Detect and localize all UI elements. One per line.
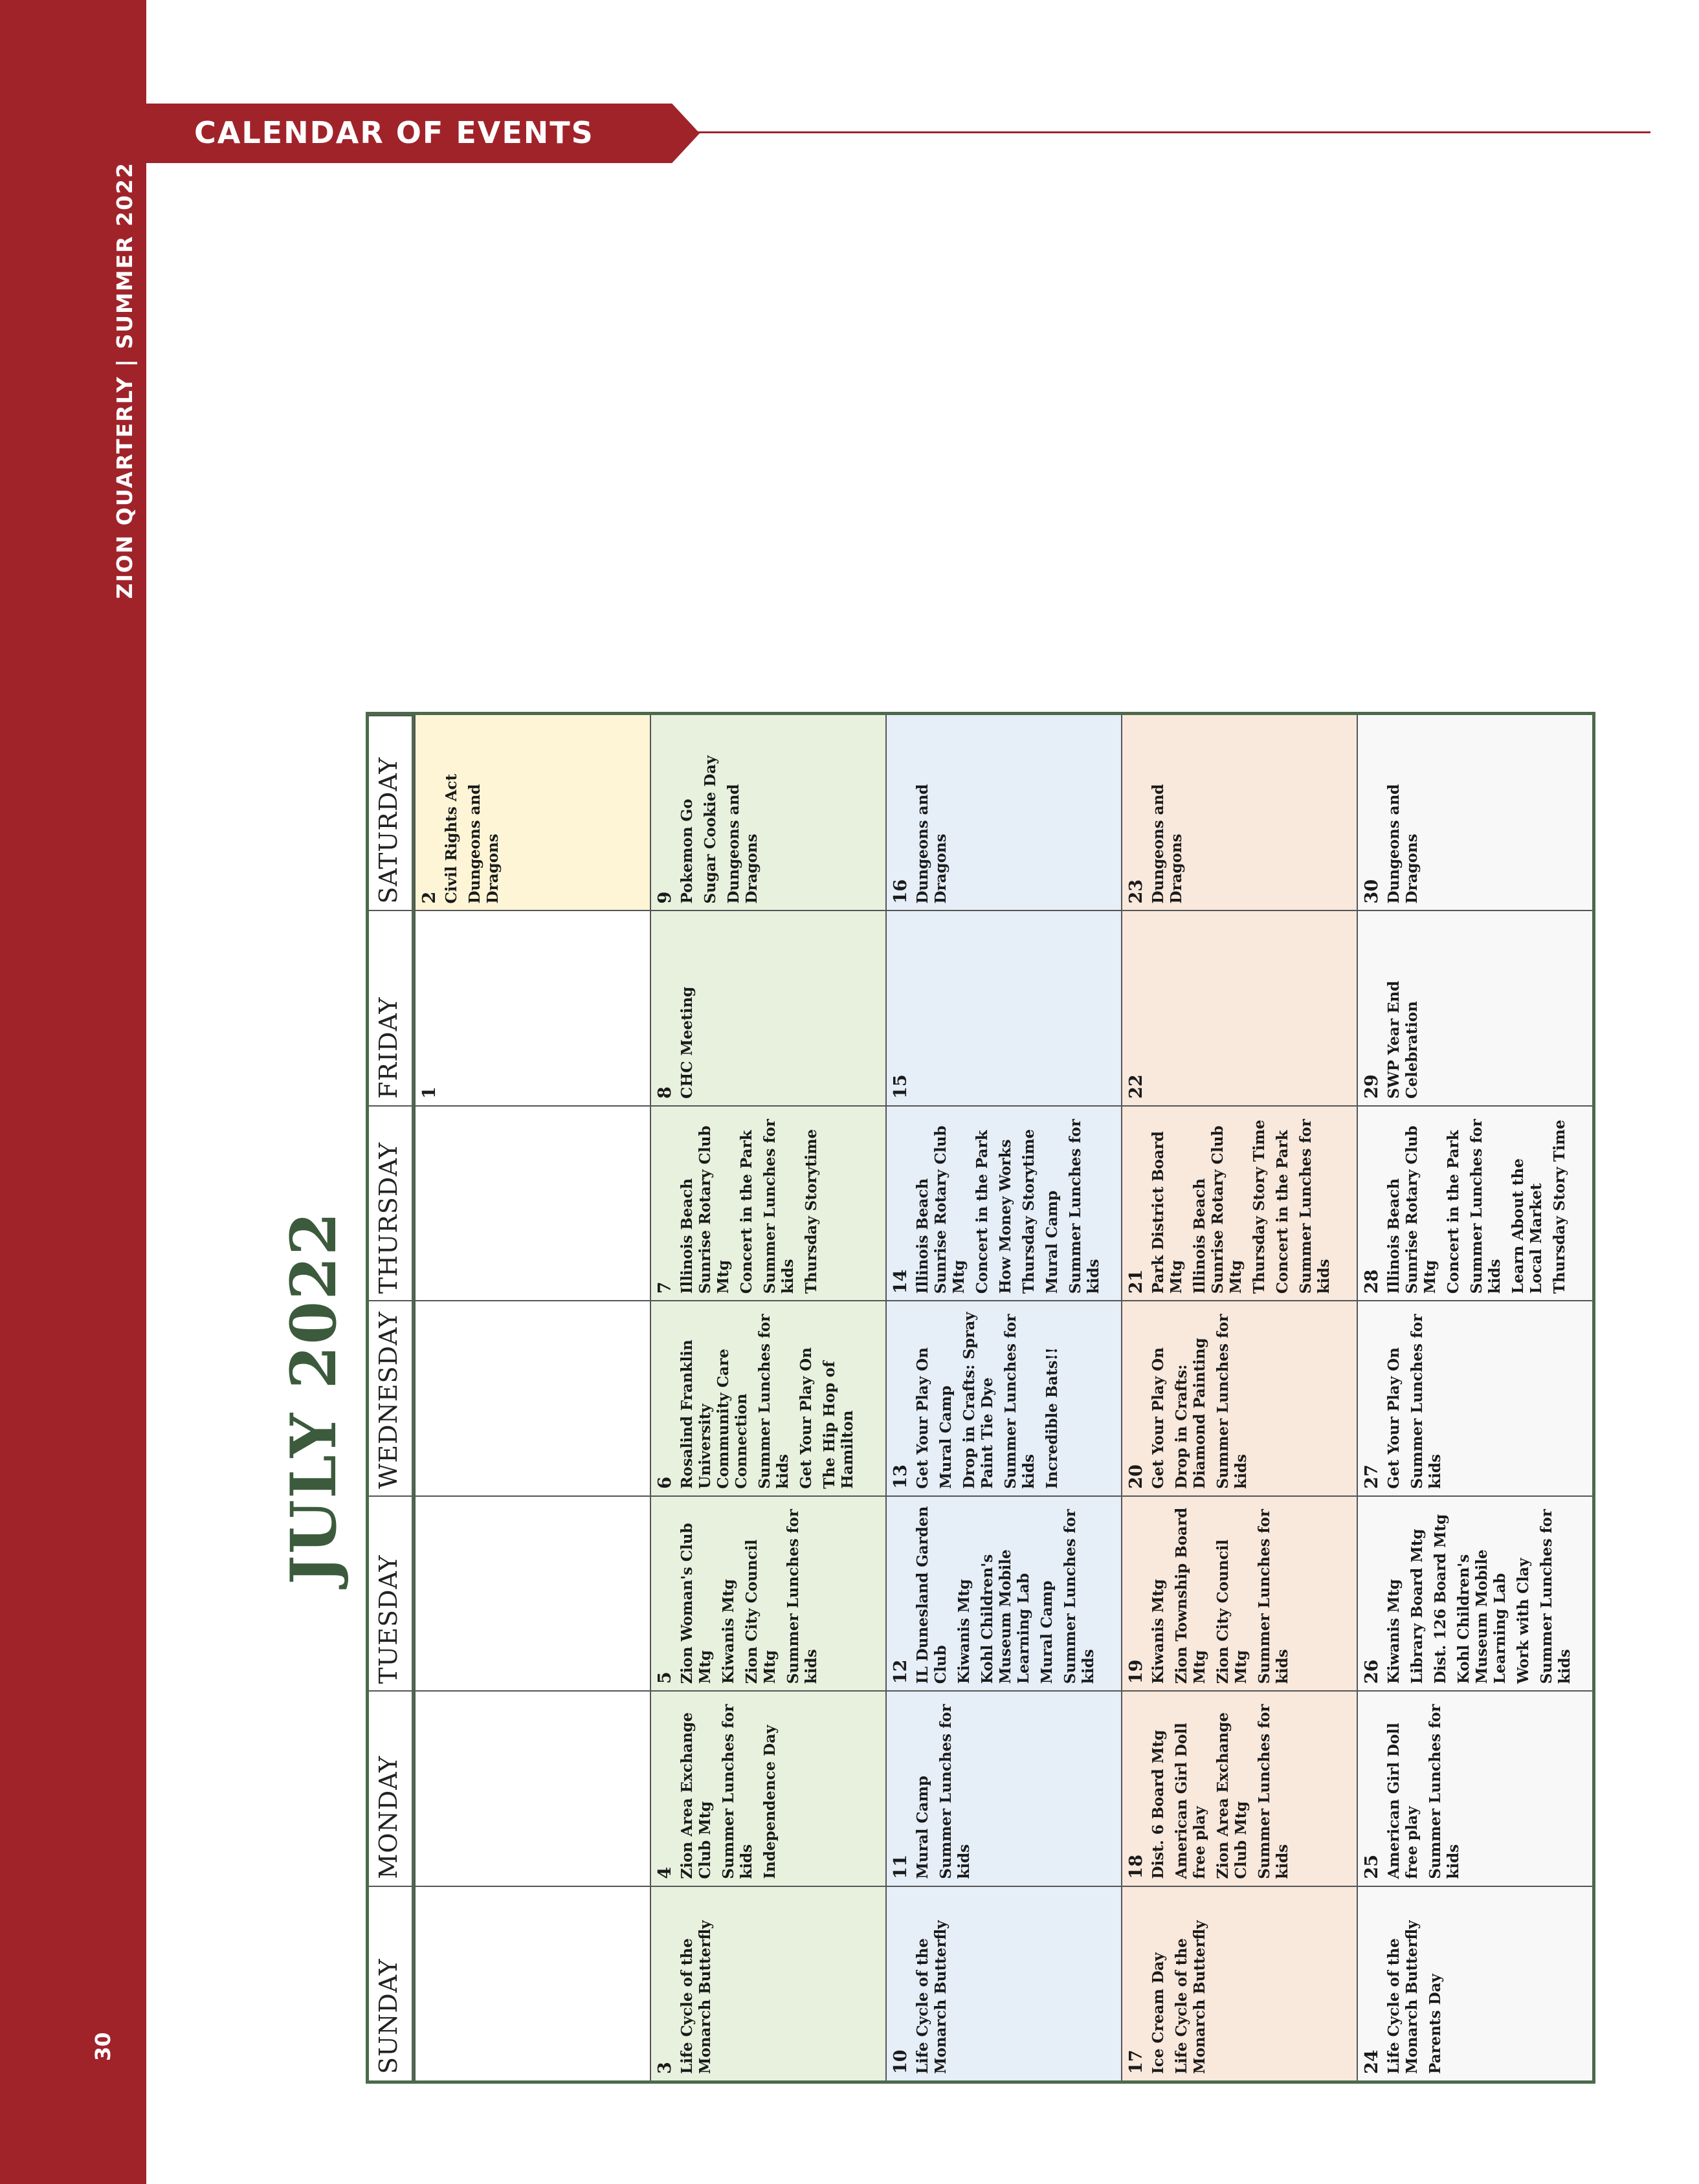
event-item: Zion Township Board Mtg <box>1173 1507 1208 1684</box>
calendar-day-cell <box>1121 1690 1357 1885</box>
day-number: 30 <box>1362 879 1382 904</box>
event-item: Incredible Bats!! <box>1043 1347 1061 1489</box>
day-header-wednesday: WEDNESDAY <box>369 1300 414 1495</box>
calendar-day-cell <box>650 1690 885 1885</box>
event-item: Zion City Council Mtg <box>743 1539 779 1684</box>
calendar-day-cell <box>1357 1105 1592 1300</box>
event-item: Mural Camp <box>1038 1580 1056 1684</box>
event-item: Concert in the Park <box>738 1130 755 1294</box>
event-item: Kiwanis Mtg <box>1385 1579 1403 1684</box>
day-number: 6 <box>655 1476 675 1489</box>
event-item: Drop in Crafts: Diamond Painting <box>1173 1338 1208 1489</box>
event-item: Summer Lunches for kids <box>1067 1119 1102 1294</box>
calendar-day-cell <box>650 1495 885 1690</box>
event-item: Summer Lunches for kids <box>720 1704 755 1879</box>
calendar-day-cell <box>1121 910 1357 1105</box>
event-item: Get Your Play On <box>914 1347 931 1489</box>
event-item: Dungeons and Dragons <box>466 784 502 904</box>
calendar-day-cell <box>414 1690 650 1885</box>
day-number: 23 <box>1126 879 1146 904</box>
event-item: Mural Camp <box>937 1385 955 1489</box>
event-item: Dungeons and Dragons <box>1149 784 1185 904</box>
calendar-day-cell <box>414 715 650 910</box>
event-item: Parents Day <box>1427 1974 1444 2074</box>
day-header-tuesday: TUESDAY <box>369 1495 414 1690</box>
event-item: Kiwanis Mtg <box>1149 1579 1167 1684</box>
event-item: Summer Lunches for kids <box>1061 1509 1097 1684</box>
calendar-day-cell <box>1357 1886 1592 2080</box>
calendar-day-cell <box>885 1105 1121 1300</box>
event-item: Zion Area Exchange Club Mtg <box>1214 1712 1250 1879</box>
event-item: Concert in the Park <box>1274 1130 1291 1294</box>
event-item: Thursday Storytime <box>803 1129 820 1294</box>
event-item: Get Your Play On <box>1149 1347 1167 1489</box>
day-number: 21 <box>1126 1269 1146 1294</box>
event-item: Rosalind Franklin University Community Care Connection <box>678 1340 750 1489</box>
calendar-day-cell <box>650 1886 885 2080</box>
event-item: Zion City Council Mtg <box>1214 1539 1250 1684</box>
day-header-sunday: SUNDAY <box>369 1886 414 2080</box>
event-item: Kohl Children's Museum Mobile Learning Lab <box>1455 1549 1509 1684</box>
day-number: 28 <box>1362 1269 1382 1294</box>
day-number: 22 <box>1126 1074 1146 1099</box>
day-number: 15 <box>891 1074 911 1099</box>
event-item: SWP Year End Celebration <box>1385 980 1421 1099</box>
event-item: Sugar Cookie Day <box>702 755 719 904</box>
day-header-monday: MONDAY <box>369 1690 414 1885</box>
event-item: Thursday Story Time <box>1250 1120 1268 1294</box>
day-header-saturday: SATURDAY <box>369 715 414 910</box>
event-item: Life Cycle of the Monarch Butterfly <box>678 1920 714 2074</box>
day-number: 26 <box>1362 1659 1382 1684</box>
event-item: Summer Lunches for kids <box>1214 1314 1250 1489</box>
event-item: Dist. 126 Board Mtg <box>1432 1514 1449 1684</box>
day-number: 25 <box>1362 1855 1382 1879</box>
calendar-day-cell <box>1121 1886 1357 2080</box>
calendar-day-cell <box>1357 715 1592 910</box>
day-number: 7 <box>655 1281 675 1294</box>
event-item: Thursday Story Time <box>1551 1120 1568 1294</box>
calendar-day-cell <box>414 1105 650 1300</box>
event-item: Summer Lunches for kids <box>1538 1509 1573 1684</box>
day-number: 20 <box>1126 1464 1146 1489</box>
calendar-day-cell <box>414 910 650 1105</box>
calendar-day-cell <box>1357 1300 1592 1495</box>
calendar-day-cell <box>885 1690 1121 1885</box>
event-item: Library Board Mtg <box>1408 1528 1426 1684</box>
event-item: Summer Lunches for kids <box>756 1314 792 1489</box>
day-number: 10 <box>891 2049 911 2074</box>
event-item: Summer Lunches for kids <box>784 1509 820 1684</box>
calendar-day-cell <box>650 1105 885 1300</box>
event-item: Illinois Beach Sunrise Rotary Club Mtg <box>914 1125 968 1294</box>
calendar-grid <box>366 712 1595 2084</box>
event-item: Civil Rights Act <box>443 773 460 904</box>
event-item: IL Dunesland Garden Club <box>914 1506 949 1684</box>
calendar-day-cell <box>1121 1300 1357 1495</box>
event-item: Life Cycle of the Monarch Butterfly <box>1173 1920 1208 2074</box>
event-item: American Girl Doll free play <box>1385 1723 1421 1879</box>
event-item: Drop in Crafts: Spray Paint Tie Dye <box>961 1312 996 1489</box>
day-number: 9 <box>655 891 675 904</box>
event-item: Thursday Storytime <box>1020 1129 1038 1294</box>
calendar-day-cell <box>885 1886 1121 2080</box>
day-number: 11 <box>891 1855 911 1879</box>
event-item: Summer Lunches for kids <box>1408 1314 1444 1489</box>
event-item: Summer Lunches for kids <box>937 1704 973 1879</box>
day-number: 2 <box>419 891 439 904</box>
calendar-day-cell <box>1357 1495 1592 1690</box>
calendar-day-cell <box>414 1300 650 1495</box>
event-item: Summer Lunches for kids <box>1468 1119 1504 1294</box>
day-number: 4 <box>655 1866 675 1879</box>
calendar-day-cell <box>885 715 1121 910</box>
event-item: Learn About the Local Market <box>1509 1158 1545 1294</box>
event-item: Dist. 6 Board Mtg <box>1149 1730 1167 1879</box>
day-number: 8 <box>655 1086 675 1099</box>
calendar-day-cell <box>650 910 885 1105</box>
day-number: 13 <box>891 1464 911 1489</box>
calendar-day-cell <box>885 1495 1121 1690</box>
day-number: 1 <box>419 1086 439 1099</box>
event-item: Kohl Children's Museum Mobile Learning Lab <box>979 1549 1032 1684</box>
day-number: 18 <box>1126 1855 1146 1879</box>
day-number: 29 <box>1362 1074 1382 1099</box>
calendar-day-cell <box>650 715 885 910</box>
event-item: Get Your Play On <box>797 1347 815 1489</box>
day-number: 3 <box>655 2062 675 2074</box>
event-item: Ice Cream Day <box>1149 1952 1167 2074</box>
event-item: Summer Lunches for kids <box>761 1119 797 1294</box>
event-item: American Girl Doll free play <box>1173 1723 1208 1879</box>
page-number: 30 <box>91 2032 115 2061</box>
event-item: Zion Area Exchange Club Mtg <box>678 1712 714 1879</box>
event-item: Park District Board Mtg <box>1149 1131 1185 1294</box>
event-item: Mural Camp <box>914 1776 931 1879</box>
calendar-day-cell <box>1357 1690 1592 1885</box>
calendar-day-cell <box>414 1886 650 2080</box>
day-number: 16 <box>891 879 911 904</box>
event-item: CHC Meeting <box>678 986 696 1099</box>
event-item: Kiwanis Mtg <box>720 1579 737 1684</box>
event-item: The Hip Hop of Hamilton <box>821 1361 856 1489</box>
event-item: Summer Lunches for kids <box>1427 1704 1462 1879</box>
month-title: JULY 2022 <box>277 1211 350 1585</box>
calendar <box>278 712 1595 2084</box>
event-item: Mural Camp <box>1043 1190 1061 1294</box>
running-head: ZION QUARTERLY | SUMMER 2022 <box>112 162 137 599</box>
day-number: 14 <box>891 1269 911 1294</box>
day-number: 27 <box>1362 1464 1382 1489</box>
event-item: Illinois Beach Sunrise Rotary Club Mtg <box>678 1125 732 1294</box>
event-item: Concert in the Park <box>1445 1130 1462 1294</box>
day-number: 17 <box>1126 2049 1146 2074</box>
event-item: Kiwanis Mtg <box>955 1579 973 1684</box>
day-number: 24 <box>1362 2049 1382 2074</box>
calendar-day-cell <box>1121 715 1357 910</box>
calendar-day-cell <box>414 1495 650 1690</box>
banner-rule <box>696 131 1650 133</box>
calendar-day-cell <box>1121 1105 1357 1300</box>
event-item: Dungeons and Dragons <box>1385 784 1421 904</box>
event-item: Get Your Play On <box>1385 1347 1403 1489</box>
event-item: Independence Day <box>761 1725 779 1879</box>
event-item: Dungeons and Dragons <box>725 784 761 904</box>
day-number: 12 <box>891 1659 911 1684</box>
event-item: Life Cycle of the Monarch Butterfly <box>1385 1920 1421 2074</box>
event-item: Illinois Beach Sunrise Rotary Club Mtg <box>1385 1125 1439 1294</box>
day-number: 5 <box>655 1671 675 1684</box>
day-header-friday: FRIDAY <box>369 910 414 1105</box>
calendar-day-cell <box>885 1300 1121 1495</box>
event-item: Summer Lunches for kids <box>1256 1509 1291 1684</box>
event-item: Illinois Beach Sunrise Rotary Club Mtg <box>1191 1125 1245 1294</box>
event-item: Summer Lunches for kids <box>1002 1314 1038 1489</box>
event-item: How Money Works <box>997 1139 1014 1294</box>
calendar-day-cell <box>1121 1495 1357 1690</box>
event-item: Concert in the Park <box>973 1130 991 1294</box>
event-item: Zion Woman's Club Mtg <box>678 1523 714 1684</box>
event-item: Pokemon Go <box>678 799 696 904</box>
day-number: 19 <box>1126 1659 1146 1684</box>
calendar-day-cell <box>650 1300 885 1495</box>
event-item: Summer Lunches for kids <box>1297 1119 1333 1294</box>
event-item: Work with Clay <box>1515 1558 1532 1684</box>
calendar-day-cell <box>885 910 1121 1105</box>
event-item: Life Cycle of the Monarch Butterfly <box>914 1920 949 2074</box>
event-item: Dungeons and Dragons <box>914 784 949 904</box>
event-item: Summer Lunches for kids <box>1256 1704 1291 1879</box>
section-title: CALENDAR OF EVENTS <box>194 115 594 150</box>
calendar-day-cell <box>1357 910 1592 1105</box>
day-header-thursday: THURSDAY <box>369 1105 414 1300</box>
